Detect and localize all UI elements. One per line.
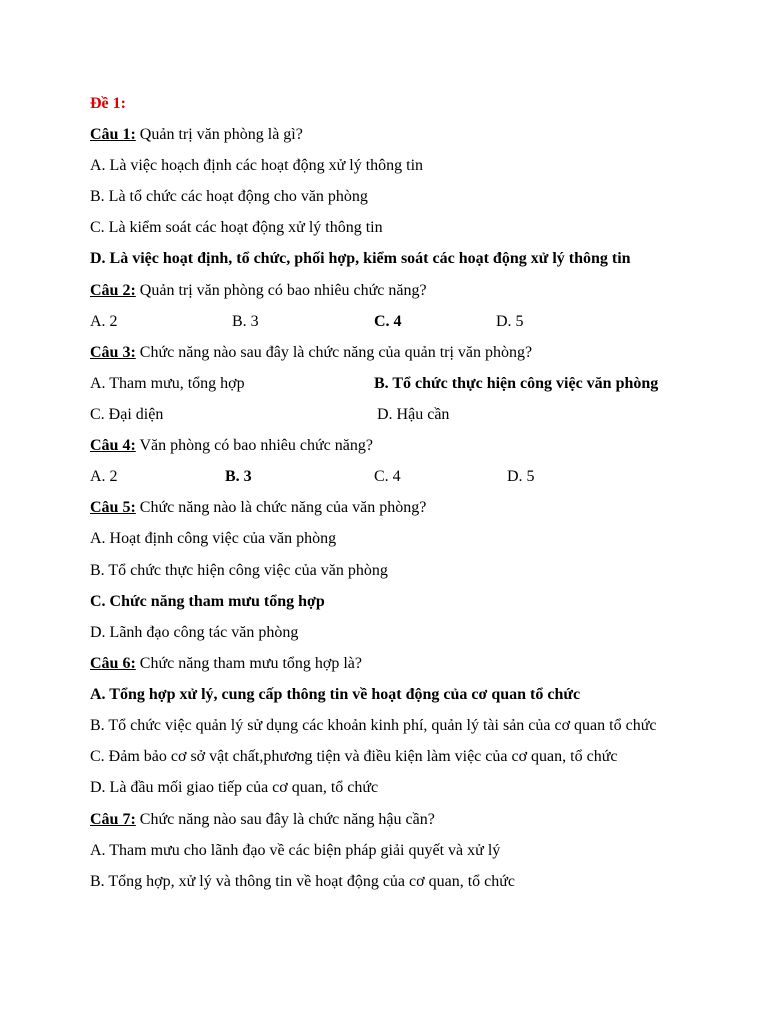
q3-option-a: A. Tham mưu, tổng hợp bbox=[90, 375, 245, 392]
q4-option-a: A. 2 bbox=[90, 468, 118, 485]
q2-option-d: D. 5 bbox=[496, 313, 524, 330]
question-text: Chức năng nào sau đây là chức năng của quản trị văn phòng? bbox=[135, 344, 533, 361]
q1-option-d-answer: D. Là việc hoạt định, tổ chức, phối hợp, kiểm soát các hoạt động xử lý thông tin bbox=[90, 250, 631, 267]
q4-option-d: D. 5 bbox=[507, 468, 535, 485]
question-number: Câu 6: bbox=[90, 655, 136, 672]
question-text: Chức năng nào là chức năng của văn phòng? bbox=[135, 499, 427, 516]
question-number: Câu 1: bbox=[90, 126, 136, 143]
question-2 bbox=[90, 281, 427, 301]
q6-option-c: C. Đảm bảo cơ sở vật chất,phương tiện và điều kiện làm việc của cơ quan, tổ chức bbox=[90, 748, 618, 765]
question-7 bbox=[90, 810, 435, 830]
exam-title: Đề 1: bbox=[90, 95, 126, 112]
question-number: Câu 4: bbox=[90, 437, 136, 454]
question-number: Câu 5: bbox=[90, 499, 136, 516]
question-number: Câu 3: bbox=[90, 344, 136, 361]
question-number: Câu 2: bbox=[90, 282, 136, 299]
question-1 bbox=[90, 125, 303, 145]
question-text: Chức năng nào sau đây là chức năng hậu cần? bbox=[135, 811, 435, 828]
q6-option-a-answer: A. Tổng hợp xử lý, cung cấp thông tin về hoạt động của cơ quan tổ chức bbox=[90, 686, 581, 703]
question-text: Văn phòng có bao nhiêu chức năng? bbox=[135, 437, 373, 454]
q5-option-a: A. Hoạt định công việc của văn phòng bbox=[90, 530, 337, 547]
question-number: Câu 7: bbox=[90, 811, 136, 828]
q4-option-b-answer: B. 3 bbox=[225, 468, 252, 485]
question-3 bbox=[90, 343, 532, 363]
q7-option-b: B. Tổng hợp, xử lý và thông tin về hoạt động của cơ quan, tổ chức bbox=[90, 873, 516, 890]
q7-option-a: A. Tham mưu cho lãnh đạo về các biện pháp giải quyết và xử lý bbox=[90, 842, 501, 859]
q1-option-c: C. Là kiểm soát các hoạt động xử lý thông tin bbox=[90, 219, 383, 236]
question-text: Quản trị văn phòng là gì? bbox=[135, 126, 303, 143]
q2-option-a: A. 2 bbox=[90, 313, 118, 330]
q3-option-c: C. Đại diện bbox=[90, 406, 164, 423]
q5-option-d: D. Lãnh đạo công tác văn phòng bbox=[90, 624, 299, 641]
q5-option-c-answer: C. Chức năng tham mưu tổng hợp bbox=[90, 593, 325, 610]
q2-option-c-answer: C. 4 bbox=[374, 313, 402, 330]
q1-option-a: A. Là việc hoạch định các hoạt động xử lý thông tin bbox=[90, 157, 424, 174]
q3-option-b-answer: B. Tổ chức thực hiện công việc văn phòng bbox=[374, 375, 659, 392]
question-text: Quản trị văn phòng có bao nhiêu chức năng? bbox=[135, 282, 427, 299]
q2-option-b: B. 3 bbox=[232, 313, 259, 330]
question-4 bbox=[90, 436, 373, 456]
question-5 bbox=[90, 498, 426, 518]
q5-option-b: B. Tổ chức thực hiện công việc của văn phòng bbox=[90, 562, 388, 579]
q6-option-d: D. Là đầu mối giao tiếp của cơ quan, tổ chức bbox=[90, 779, 379, 796]
q4-option-c: C. 4 bbox=[374, 468, 401, 485]
question-text: Chức năng tham mưu tổng hợp là? bbox=[135, 655, 362, 672]
q1-option-b: B. Là tổ chức các hoạt động cho văn phòng bbox=[90, 188, 368, 205]
q3-option-d: D. Hậu cần bbox=[377, 406, 450, 423]
question-6 bbox=[90, 654, 362, 674]
q6-option-b: B. Tổ chức việc quản lý sử dụng các khoản kinh phí, quản lý tài sản của cơ quan tổ chức bbox=[90, 717, 657, 734]
